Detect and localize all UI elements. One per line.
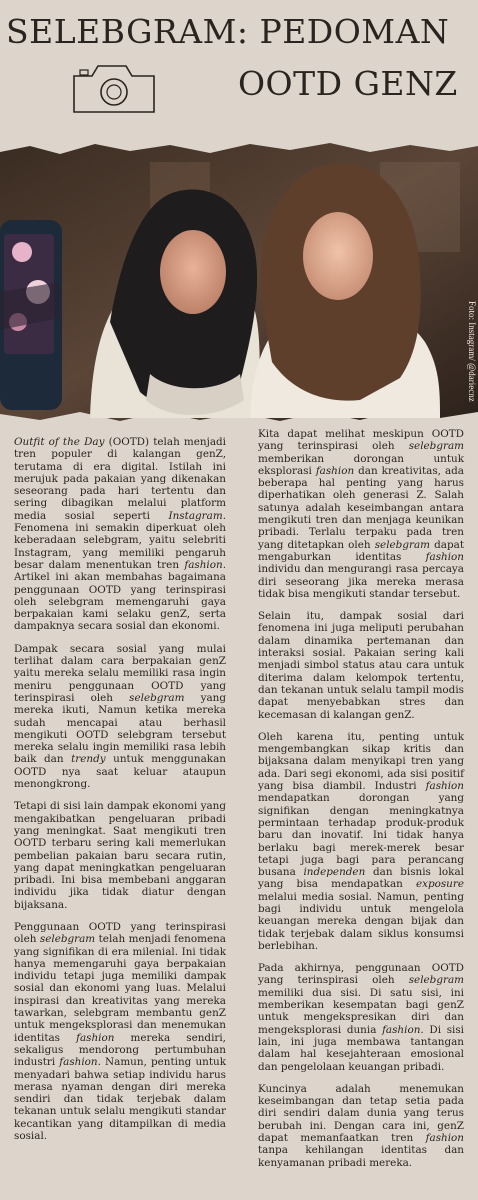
photo — [0, 142, 478, 424]
article-column-left — [14, 436, 226, 1152]
article-paragraph: Selain itu, dampak sosial dari fenomena ini juga meliputi perubahan dalam dinamika pertemanan dan interaksi sosial. Pakaian sering kali menjadi simbol status atau cara untuk diterima dalam kelompok tertentu, dan tekanan untuk selalu tampil modis dapat menyebabkan stres dan kecemasan di kalangan genZ. — [258, 610, 464, 721]
title-line-2: OOTD GENZ — [238, 64, 458, 103]
article-paragraph: Pada akhirnya, penggunaan OOTD yang terinspirasi oleh selebgram memiliki dua sisi. Di satu sisi, ini memberikan kesempatan bagi genZ untuk mengekspresikan diri dan mengeksplorasi dunia fashion. Di sisi lain, ini juga membawa tantangan dalam hal kesejahteraan emosional dan pengelolaan keuangan pribadi. — [258, 962, 464, 1073]
article-paragraph: Oleh karena itu, penting untuk mengembangkan sikap kritis dan bijaksana dalam menyikapi tren yang ada. Dari segi ekonomi, ada sisi positif yang bisa diambil. Industri fashion mendapatkan dorongan yang signifikan dengan meningkatnya permintaan terhadap produk-produk baru dan inovatif. Ini tidak hanya berlaku bagi merek-merek besar tetapi juga bagi para perancang busana independen dan bisnis lokal yang bisa mendapatkan exposure melalui media sosial. Namun, penting bagi individu untuk mengelola keuangan mereka dengan bijak dan tidak terjebak dalam siklus konsumsi berlebihan. — [258, 730, 464, 952]
article-paragraph: Dampak secara sosial yang mulai terlihat dalam cara berpakaian genZ yaitu mereka selalu memiliki rasa ingin meniru penggunaan OOTD yang terinspirasi oleh selebgram yang mereka ikuti, Namun ketika mereka sudah mencapai atau berhasil mengikuti OOTD selebgram tersebut mereka selalu ingin memiliki rasa lebih baik dan trendy untuk menggunakan OOTD nya saat keluar ataupun menongkrong. — [14, 642, 226, 791]
camera-icon — [64, 56, 164, 116]
article-paragraph: Kita dapat melihat meskipun OOTD yang terinspirasi oleh selebgram memberikan dorongan untuk eksplorasi fashion dan kreativitas, ada beberapa hal penting yang harus diperhatikan oleh generasi Z. Salah satunya adalah keseimbangan antara mengikuti tren dan menjaga keunikan pribadi. Terlalu terpaku pada tren yang ditetapkan oleh selebgram dapat mengaburkan identitas fashion individu dan mengurangi rasa percaya diri seseorang jika mereka merasa tidak bisa mengikuti standar tersebut. — [258, 428, 464, 600]
article-paragraph: Outfit of the Day (OOTD) telah menjadi tren populer di kalangan genZ, terutama di era digital. Istilah ini merujuk pada pakaian yang dikenakan seseorang pada hari tertentu dan sering dibagikan melalui platform media sosial seperti Instagram. Fenomena ini semakin diperkuat oleh keberadaan selebgram, yaitu selebriti Instagram, yang memiliki pengaruh besar dalam menentukan tren fashion. Artikel ini akan membahas bagaimana penggunaan OOTD yang terinspirasi oleh selebgram memengaruhi gaya berpakaian kami selaku genZ, serta dampaknya secara sosial dan ekonomi. — [14, 436, 227, 633]
article-column-right — [258, 428, 464, 1179]
article-paragraph: Penggunaan OOTD yang terinspirasi oleh selebgram telah menjadi fenomena yang signifikan di era milenial. Ini tidak hanya memengaruhi gaya berpakaian individu tetapi juga memiliki dampak sosial dan ekonomi yang luas. Melalui inspirasi dan kreativitas yang mereka tawarkan, selebgram membantu genZ untuk mengeksplorasi dan menemukan identitas fashion mereka sendiri, sekaligus mendorong pertumbuhan industri fashion. Namun, penting untuk menyadari bahwa setiap individu harus merasa nyaman dengan diri mereka sendiri dan tidak terjebak dalam tekanan untuk selalu mengikuti standar kecantikan yang ditampilkan di media sosial. — [14, 920, 226, 1143]
title-line-1: SELEBGRAM: PEDOMAN — [6, 12, 450, 51]
article-paragraph: Kuncinya adalah menemukan keseimbangan dan tetap setia pada diri sendiri dalam dunia yang terus berubah ini. Dengan cara ini, genZ dapat memanfaatkan tren fashion tanpa kehilangan identitas dan kenyamanan pribadi mereka. — [258, 1082, 464, 1169]
photo-credit: Foto: Instagram/ @dariecnz — [467, 301, 477, 402]
article-paragraph: Tetapi di sisi lain dampak ekonomi yang mengakibatkan pengeluaran pribadi yang meningkat. Saat mengikuti tren OOTD terbaru sering kali memerlukan pembelian pakaian baru secara rutin, yang dapat meningkatkan pengeluaran pribadi. Ini bisa membebani anggaran individu jika tidak diatur dengan bijaksana. — [14, 800, 226, 911]
